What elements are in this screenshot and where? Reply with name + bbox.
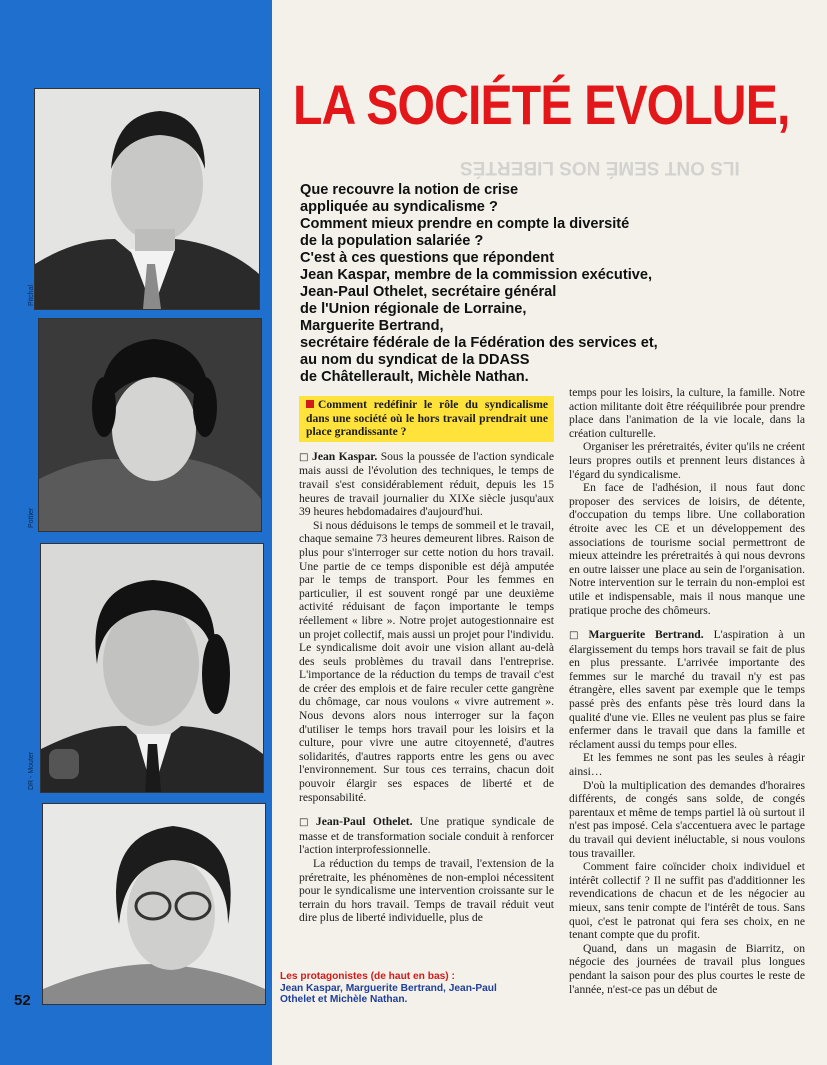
portrait-photo-michele-nathan <box>42 803 266 1005</box>
intro-line: C'est à ces questions que répondent <box>300 250 555 266</box>
portrait-photo-jean-paul-othelet <box>40 543 264 793</box>
checkbox-square-icon: □ <box>299 817 313 829</box>
photo-credit-3: DR - Mouter <box>28 751 35 790</box>
intro-line: Comment mieux prendre en compte la diversité <box>300 216 630 232</box>
photo-caption <box>280 971 510 1006</box>
intro-line: de l'Union régionale de Lorraine, <box>300 301 527 317</box>
bertrand-paragraph <box>569 628 805 751</box>
paragraph-text: Une pratique syndicale de masse et de transformation sociale conduit à renforcer l'action interprofessionnelle. <box>299 815 554 857</box>
paragraph: D'où la multiplication des demandes d'horaires différents, de congés sans solde, de congés parentaux et même de temps partiel là où surtout il n'est pas imposé. Cela s'accentuera avec le partage du travail qui devient inéluctable, si nous voulons tous travailler. <box>569 778 805 860</box>
red-square-icon <box>306 400 314 408</box>
intro-line: Jean Kaspar, membre de la commission exécutive, <box>300 267 653 283</box>
speaker-name: Marguerite Bertrand. <box>588 628 704 642</box>
intro-line: Jean-Paul Othelet, secrétaire général <box>300 284 557 300</box>
portrait-photo-marguerite-bertrand <box>38 318 262 532</box>
intro-line: Que recouvre la notion de crise <box>300 182 519 198</box>
paragraph-text: L'aspiration à un élargissement du temps hors travail se fait de plus en plus pressante. L'arrivée importante des femmes sur le marché du travail n'y est pas étrangère, elles savent par exemple que le temps passé près des enfants pèse très lourd dans la qualité d'une vie. Elles ne veulent pas plus se faire enfermer dans le travail que dans la famille et réclament aussi du temps pour elles. <box>569 628 806 751</box>
kaspar-paragraph <box>299 450 554 519</box>
paragraph: Si nous déduisons le temps de sommeil et le travail, chaque semaine 73 heures demeurent libres. Raison de plus pour s'interroger sur cette notion du hors travail. Une partie de ce temps disponible est déjà amputée par le temps de transport. Pour les femmes en particulier, il est souvent rongé par une deuxième activité réduisant de façon importante le temps réellement « libre ». Notre projet autogestionnaire est un projet collectif, mais aussi un projet pour l'individu. Le syndicalisme doit avoir une vision allant au-delà des seuls problèmes du travail dans l'entreprise. L'importance de la réduction du temps de travail c'est de créer des emplois et de faire reculer cette gangrène du chômage, car nous voulons « vivre autrement ». Nous devons alors nous interroger sur la façon d'utiliser le temps hors travail pour les loisirs et la culture, pour vivre une autre citoyenneté, d'autres solidarités, d'autres rapports entre les gens ou avec l'environnement. Sur tous ces terrains, chacun doit pouvoir élargir ses espaces de liberté et de responsabilité. <box>299 518 554 804</box>
article-intro <box>300 182 800 386</box>
caption-names: Jean Kaspar, Marguerite Bertrand, Jean-Paul Othelet et Michèle Nathan. <box>280 982 497 1005</box>
intro-line: appliquée au syndicalisme ? <box>300 199 498 215</box>
text-column-1 <box>299 396 554 925</box>
intro-line: Marguerite Bertrand, <box>300 318 444 334</box>
paragraph: Quand, dans un magasin de Biarritz, on négocie des journées de travail plus longues pendant la saison pour des plus courtes le reste de l'année, n'est-ce pas un début de <box>569 941 805 996</box>
othelet-paragraph <box>299 815 554 857</box>
paragraph: temps pour les loisirs, la culture, la famille. Notre action militante doit être rééquilibrée pour prendre place dans l'animation de la vie locale, dans la création culturelle. <box>569 386 805 440</box>
caption-title: Les protagonistes (de haut en bas) : <box>280 971 455 982</box>
intro-line: au nom du syndicat de la DDASS <box>300 352 530 368</box>
paragraph-text: Sous la poussée de l'action syndicale mais aussi de l'évolution des techniques, le temps de travail s'est considérablement réduit, depuis les 15 heures de travail journalier du XIXe siècle jusqu'aux 39 heures hebdomadaires d'aujourd'hui. <box>299 449 554 519</box>
checkbox-square-icon: □ <box>569 630 586 642</box>
paragraph: Comment faire coïncider choix individuel et intérêt collectif ? Il ne suffit pas d'additionner les revendications de chacun et de les négocier au mieux, sans tenir compte de l'intérêt de tous. Sans quoi, c'est le patronat qui fera ses choix, en ne tenant compte que du profit. <box>569 860 805 942</box>
article-headline: LA SOCIÉTÉ EVOLUE, <box>293 73 790 136</box>
speaker-name: Jean-Paul Othelet. <box>315 815 413 829</box>
intro-line: de la population salariée ? <box>300 233 484 249</box>
paragraph: En face de l'adhésion, il nous faut donc proposer des services de loisirs, de détente, d'occupation du temps libre. Une collaboration étroite avec les CE et un développement des associations de tourisme social permettront de mieux atteindre les préretraités à qui nous devrons en outre laisser une place au sein de l'organisation. Notre intervention sur le terrain du non-emploi est utile et indispensable, mais il nous manque une pratique proche des chômeurs. <box>569 481 805 617</box>
photo-credit-1: Pitchal <box>28 284 35 306</box>
paragraph: Organiser les préretraités, éviter qu'ils ne créent leurs propres outils et prennent leurs distances à l'égard du syndicalisme. <box>569 440 805 481</box>
paragraph: La réduction du temps de travail, l'extension de la préretraite, les phénomènes de non-emploi nécessitent pour le syndicalisme une intervention croissante sur le terrain du hors travail. Temps de travail réduit veut dire plus de liberté individuelle, plus de <box>299 857 554 925</box>
question-text: Comment redéfinir le rôle du syndicalisme dans une société où le hors travail prendrait une place grandissante ? <box>306 398 548 439</box>
paragraph: Et les femmes ne sont pas les seules à réagir ainsi… <box>569 751 805 779</box>
bleed-through-text: ILS ONT SEMÉ NOS LIBERTÉS <box>460 157 740 178</box>
question-box <box>299 396 554 442</box>
speaker-name: Jean Kaspar. <box>312 449 378 463</box>
photo-credit-2: Pottier <box>28 507 35 528</box>
intro-line: de Châtellerault, Michèle Nathan. <box>300 369 529 385</box>
page-number: 52 <box>14 992 31 1009</box>
text-column-2 <box>569 386 805 996</box>
portrait-photo-jean-kaspar <box>34 88 260 310</box>
intro-line: secrétaire fédérale de la Fédération des services et, <box>300 335 658 351</box>
checkbox-square-icon: □ <box>299 451 310 463</box>
